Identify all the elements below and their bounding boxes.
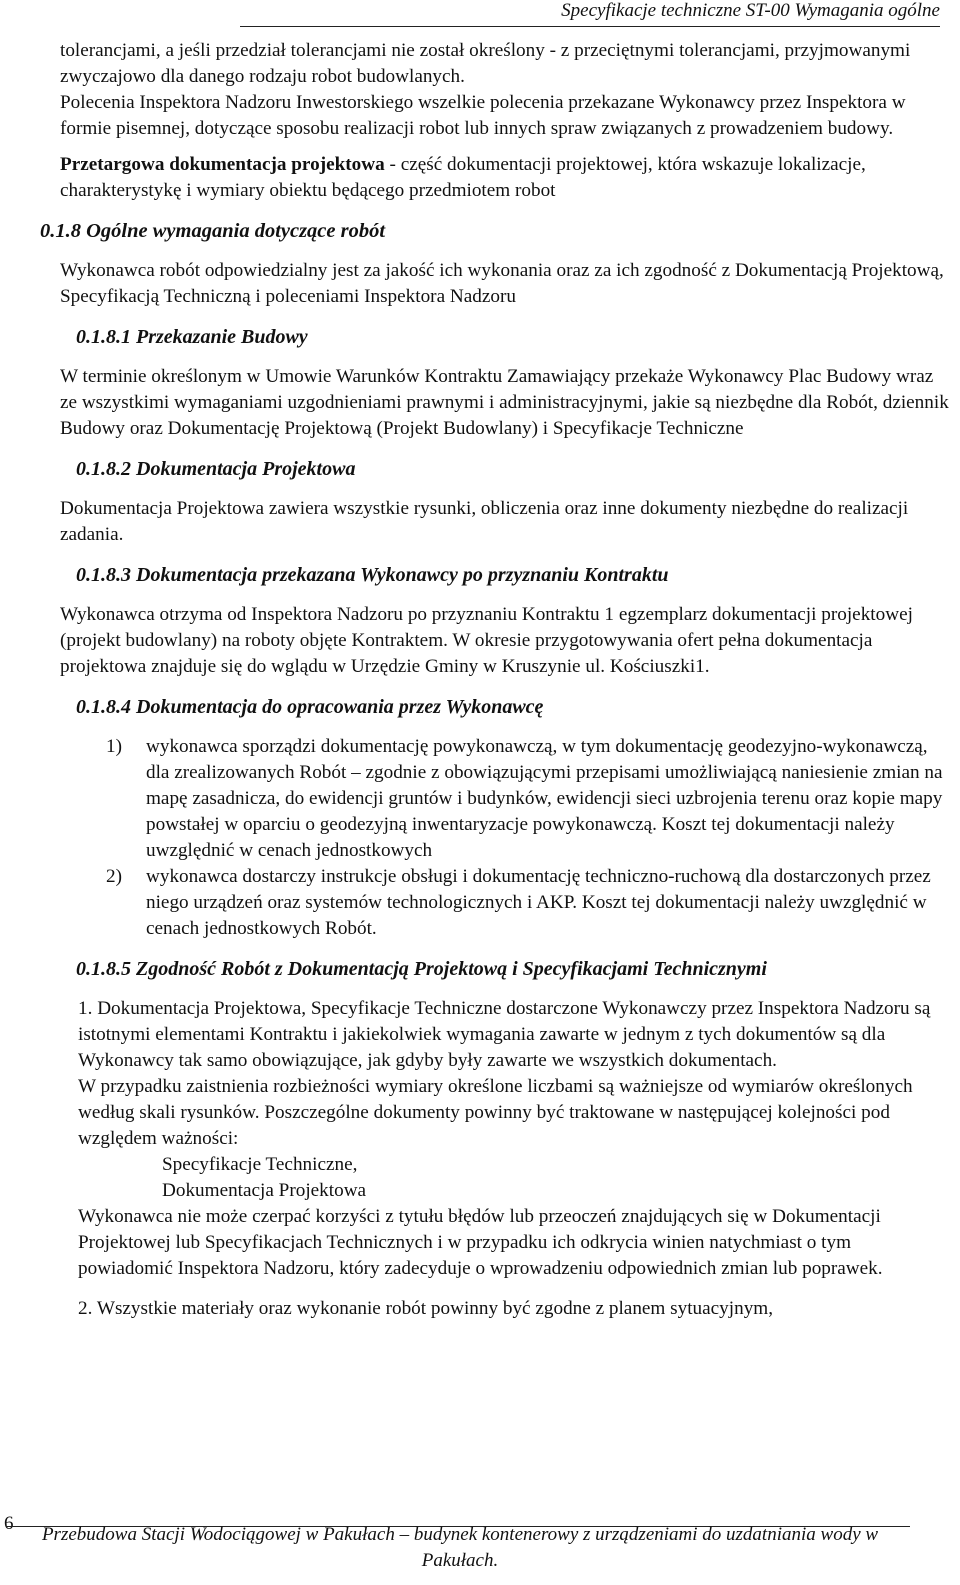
list-item-number: 1): [106, 736, 122, 757]
paragraph-contractor-responsibility: Wykonawca robót odpowiedzialny jest za jakość ich wykonania oraz za ich zgodność z Dokumentacją Projektową, Specyfikacją Techniczną i poleceniami Inspektora Nadzoru: [60, 260, 944, 307]
section-heading-0-1-8-1: 0.1.8.1 Przekazanie Budowy: [76, 326, 308, 348]
list-item: [106, 734, 950, 864]
paragraph-site-handover: W terminie określonym w Umowie Warunków Kontraktu Zamawiający przekaże Wykonawcy Plac Budowy wraz ze wszystkimi wymaganiami uzgodnieniami prawnymi i administracyjnymi, jakie są niezbędne dla Robót, dziennik Budowy oraz Dokumentację Projektową (Projekt Budowlany) i Specyfikacje Techniczne: [60, 366, 949, 439]
list-item-number: 2): [106, 866, 122, 887]
list-item-text: wykonawca dostarczy instrukcje obsługi i dokumentację techniczno-ruchową dla dostarczonych przez niego urządzeń oraz systemów technologicznych i AKP. Koszt tej dokumentacji należy uwzględnić w cenach jednostkowych Robót.: [146, 866, 931, 939]
running-footer: Przebudowa Stacji Wodociągowej w Pakułach – budynek kontenerowy z urządzeniami do uzdatniania wody w Pakułach.: [41, 1524, 879, 1571]
paragraph-design-docs: Dokumentacja Projektowa zawiera wszystkie rysunki, obliczenia oraz inne dokumenty niezbędne do realizacji zadania.: [60, 498, 909, 545]
compliance-section: [78, 996, 950, 1322]
section-heading-0-1-8-2: 0.1.8.2 Dokumentacja Projektowa: [76, 458, 356, 480]
paragraph-discrepancies: W przypadku zaistnienia rozbieżności wymiary określone liczbami są ważniejsze od wymiarów określonych według skali rysunków. Poszczególne dokumenty powinny być traktowane w następującej kolejności pod względem ważności:: [78, 1076, 913, 1149]
running-header: Specyfikacje techniczne ST-00 Wymagania ogólne: [240, 0, 940, 27]
paragraph-materials: 2. Wszystkie materiały oraz wykonanie robót powinny być zgodne z planem sytuacyjnym,: [78, 1298, 774, 1319]
paragraph-docs-handed: Wykonawca otrzyma od Inspektora Nadzoru po przyznaniu Kontraktu 1 egzemplarz dokumentacji projektowej (projekt budowlany) na roboty objęte Kontraktem. W okresie przygotowywania ofert pełna dokumentacja projektowa znajduje się do wglądu w Urzędzie Gminy w Kruszynie ul. Kościuszki1.: [60, 604, 913, 677]
list-item: [106, 864, 950, 942]
section-heading-0-1-8-4: 0.1.8.4 Dokumentacja do opracowania przez Wykonawcę: [76, 696, 544, 718]
paragraph-inspector-orders: Polecenia Inspektora Nadzoru Inwestorskiego wszelkie polecenia przekazane Wykonawcy przez Inspektora w formie pisemnej, dotyczące sposobu realizacji robot lub innych spraw związanych z prowadzeniem budowy.: [60, 92, 906, 139]
section-heading-0-1-8-5: 0.1.8.5 Zgodność Robót z Dokumentacją Projektową i Specyfikacjami Technicznymi: [76, 958, 767, 980]
page-content: [40, 38, 950, 1322]
contractor-docs-list: [106, 734, 950, 942]
list-item-text: wykonawca sporządzi dokumentację powykonawczą, w tym dokumentację geodezyjno-wykonawczą, dla zrealizowanych Robót – zgodnie z obowiązującymi przepisami umożliwiającą naniesienie zmian na mapę zasadnicza, do ewidencji gruntów i budynków, ewidencji sieci uzbrojenia terenu oraz kopie mapy powstałej w oparciu o geodezyjną inwentaryzacje powykonawczą. Koszt tej dokumentacji należy uwzględnić w cenach jednostkowych: [146, 736, 943, 861]
priority-item-specifications: Specyfikacje Techniczne,: [162, 1154, 358, 1175]
definition-tender-docs: - część dokumentacji projektowej, która wskazuje lokalizacje, charakterystykę i wymiary obiektu będącego przedmiotem robot: [60, 154, 866, 201]
section-heading-0-1-8-3: 0.1.8.3 Dokumentacja przekazana Wykonawcy po przyznaniu Kontraktu: [76, 564, 669, 586]
page-number: 6: [4, 1513, 14, 1534]
paragraph-tender-docs: [60, 152, 950, 204]
paragraph-docs-binding: 1. Dokumentacja Projektowa, Specyfikacje Techniczne dostarczone Wykonawczy przez Inspektora Nadzoru są istotnymi elementami Kontraktu i jakiekolwiek wymagania zawarte w jednym z tych dokumentów są dla Wykonawcy tak samo obowiązujące, jak gdyby były zawarte we wszystkich dokumentach.: [78, 998, 931, 1071]
section-heading-0-1-8: 0.1.8 Ogólne wymagania dotyczące robót: [40, 220, 386, 242]
priority-item-design-docs: Dokumentacja Projektowa: [162, 1180, 367, 1201]
paragraph-tolerances: tolerancjami, a jeśli przedział tolerancjami nie został określony - z przeciętnymi tolerancjami, przyjmowanymi zwyczajowo dla danego rodzaju robot budowlanych.: [60, 40, 911, 87]
term-tender-docs: Przetargowa dokumentacja projektowa: [60, 154, 385, 175]
paragraph-errors: Wykonawca nie może czerpać korzyści z tytułu błędów lub przeoczeń znajdujących się w Dokumentacji Projektowej lub Specyfikacjach Technicznych i w przypadku ich odkrycia winien natychmiast o tym powiadomić Inspektora Nadzoru, który zadecyduje o wprowadzeniu odpowiednich zmian lub poprawek.: [78, 1206, 883, 1279]
